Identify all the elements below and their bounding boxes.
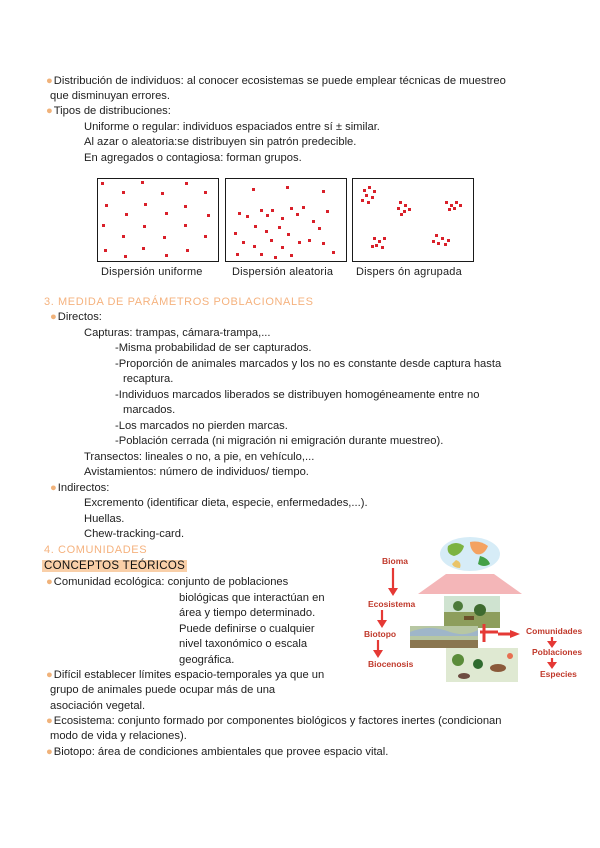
text-line: ●Directos:: [50, 311, 102, 323]
text-line: Avistamientos: número de individuos/ tiempo.: [84, 466, 309, 478]
text-line: ●Difícil establecer límites espacio-temporales ya que un: [46, 669, 325, 681]
text-line: ●Ecosistema: conjunto formado por componentes biológicos y factores inertes (condicionan: [46, 715, 502, 727]
text-line: ●Distribución de individuos: al conocer ecosistemas se puede emplear técnicas de muestreo: [46, 75, 506, 87]
arrow-head: [377, 620, 387, 628]
ecosystem-image: [444, 596, 500, 628]
text-line: ●Biotopo: área de condiciones ambientales que provee espacio vital.: [46, 746, 389, 758]
text-line: Huellas.: [84, 513, 125, 525]
text-line: modo de vida y relaciones).: [50, 730, 187, 742]
uniform-dots: [98, 179, 218, 261]
bullet-icon: ●: [46, 576, 53, 588]
random-dispersion-panel: [225, 178, 347, 262]
zoom-trapezoid: [418, 574, 522, 594]
text-line: asociación vegetal.: [50, 700, 146, 712]
caption-uniform: Dispersión uniforme: [101, 266, 203, 278]
text-line: -Misma probabilidad de ser capturados.: [115, 342, 312, 354]
text-line: Uniforme o regular: individuos espaciados entre sí ± similar.: [84, 121, 380, 133]
diagram-biotopo: Biotopo: [364, 629, 397, 639]
text-line: Excremento (identificar dieta, especie, enfermedades,...).: [84, 497, 368, 509]
text-line: En agregados o contagiosa: forman grupos.: [84, 152, 302, 164]
text-line: grupo de animales puede ocupar más de una: [50, 684, 276, 696]
clumped-dots: [353, 179, 473, 261]
globe-icon: [440, 537, 500, 571]
uniform-dispersion-panel: [97, 178, 219, 262]
caption-clumped: Dispers ón agrupada: [356, 266, 462, 278]
text-line: -Población cerrada (ni migración ni emigración durante muestreo).: [115, 435, 444, 447]
arrow-head: [510, 630, 520, 638]
diagram-bioma: Bioma: [382, 556, 408, 566]
bullet-icon: ●: [46, 746, 53, 758]
text-line: recaptura.: [123, 373, 174, 385]
text-line: Puede definirse o cualquier: [179, 623, 315, 635]
ecology-diagram: [360, 536, 590, 686]
biocenosis-image: [446, 648, 518, 682]
biotope-image: [410, 626, 478, 648]
arrow-head: [373, 650, 383, 658]
bullet-icon: ●: [50, 311, 57, 323]
diagram-comunidades: Comunidades: [526, 626, 583, 636]
bullet-icon: ●: [46, 75, 53, 87]
text-line: geográfica.: [179, 654, 235, 666]
diagram-ecosistema: Ecosistema: [368, 599, 416, 609]
arrow-head: [547, 662, 557, 669]
text-line: -Los marcados no pierden marcas.: [115, 420, 288, 432]
section-title: 4. COMUNIDADES: [44, 544, 148, 556]
text-line: que disminuyan errores.: [50, 90, 171, 102]
text-line: marcados.: [123, 404, 176, 416]
text-line: área y tiempo determinado.: [179, 607, 316, 619]
text-line: biológicas que interactúan en: [179, 592, 325, 604]
caption-random: Dispersión aleatoria: [232, 266, 334, 278]
text-line: Chew-tracking-card.: [84, 528, 185, 540]
diagram-especies: Especies: [540, 669, 577, 679]
text-line: ●Indirectos:: [50, 482, 110, 494]
bullet-icon: ●: [50, 482, 57, 494]
text-line: nivel taxonómico o escala: [179, 638, 308, 650]
section-title: 3. MEDIDA DE PARÁMETROS POBLACIONALES: [44, 296, 314, 308]
arrow-head: [388, 588, 398, 596]
diagram-biocenosis: Biocenosis: [368, 659, 414, 669]
text-line: ●Tipos de distribuciones:: [46, 105, 171, 117]
text-line: -Individuos marcados liberados se distribuyen homogéneamente entre no: [115, 389, 480, 401]
random-dots: [226, 179, 346, 261]
text-line: -Proporción de animales marcados y los no es constante desde captura hasta: [115, 358, 502, 370]
text-line: Al azar o aleatoria:se distribuyen sin patrón predecible.: [84, 136, 357, 148]
conceptos-heading: CONCEPTOS TEÓRICOS: [44, 560, 186, 572]
diagram-poblaciones: Poblaciones: [532, 647, 583, 657]
text-line: Capturas: trampas, cámara-trampa,...: [84, 327, 271, 339]
clumped-dispersion-panel: [352, 178, 474, 262]
text-line: Transectos: lineales o no, a pie, en vehículo,...: [84, 451, 315, 463]
bullet-icon: ●: [46, 715, 53, 727]
text-line: ●Comunidad ecológica: conjunto de poblaciones: [46, 576, 289, 588]
bullet-icon: ●: [46, 105, 53, 117]
bullet-icon: ●: [46, 669, 53, 681]
